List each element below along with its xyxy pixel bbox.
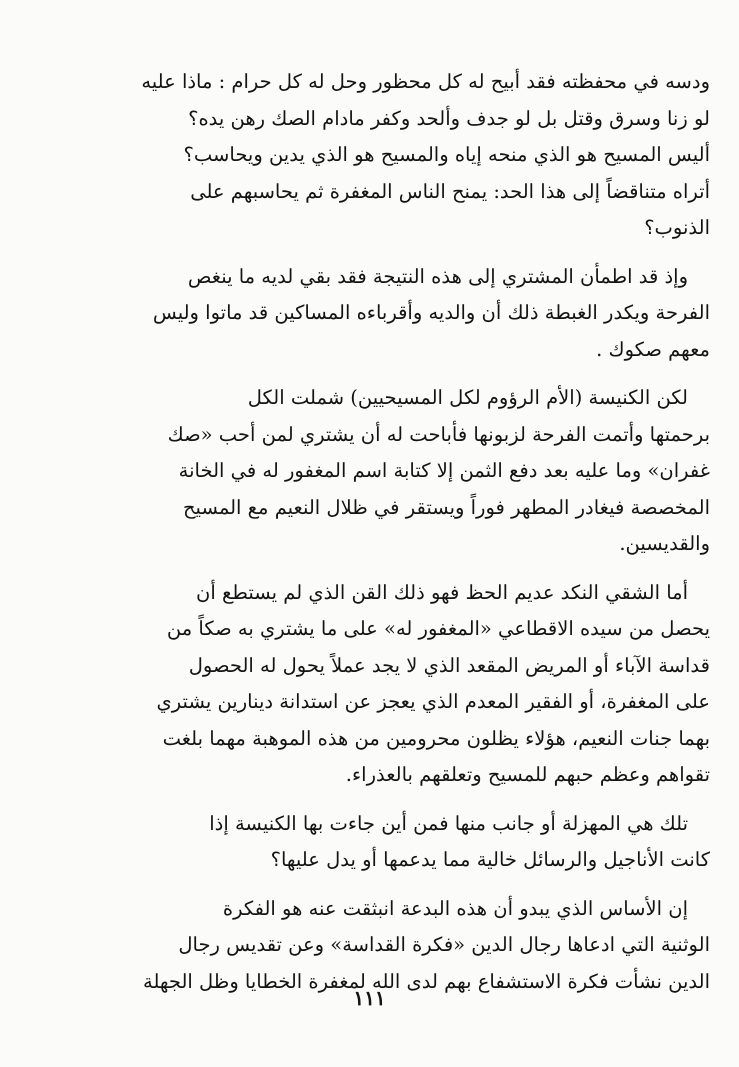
- text-line: الذنوب؟: [644, 216, 710, 239]
- text-line: والقديسين.: [619, 532, 710, 555]
- text-line: تلك هي المهزلة أو جانب منها فمن أين جاءت بها الكنيسة إذا: [209, 811, 688, 835]
- text-line: المخصصة فيغادر المطهر فوراً ويستقر في ظلال النعيم مع المسيح: [182, 495, 710, 519]
- text-line: الفرحة ويكدر الغبطة ذلك أن والديه وأقرباءه المساكين قد ماتوا وليس: [152, 301, 710, 324]
- text-line: الوثنية التي ادعاها رجال الدين «فكرة القداسة» وعن تقديس رجال: [178, 933, 710, 956]
- paragraph-1: [70, 64, 710, 247]
- text-line: كانت الأناجيل والرسائل خالية مما يدعمها أو يدل عليها؟: [270, 848, 710, 871]
- paragraph-2: [70, 259, 710, 369]
- text-line: على المغفرة، أو الفقير المعدم الذي يعجز عن استدانة دينارين يشتري: [156, 690, 710, 713]
- paragraph-6: [70, 891, 710, 1001]
- text-line: أتراه متناقضاً إلى هذا الحد: يمنح الناس المغفرة ثم يحاسبهم على: [190, 179, 710, 203]
- text-line: قداسة الآباء أو المريض المقعد الذي لا يجد عملاً يحول له الحصول: [188, 653, 710, 677]
- text-line: ودسه في محفظته فقد أبيح له كل محظور وحل له كل حرام : ماذا عليه: [141, 70, 710, 93]
- page-number: ١١١: [353, 986, 386, 1010]
- text-line: الدين نشأت فكرة الاستشفاع بهم لدى الله لمغفرة الخطايا وظل الجهلة: [142, 969, 710, 993]
- text-line: يحصل من سيده الاقطاعي «المغفور له» على ما يشتري به صكاً من: [166, 617, 710, 640]
- text-line: لكن الكنيسة (الأم الرؤوم لكل المسيحيين) شملت الكل: [247, 386, 688, 409]
- text-line: أما الشقي النكد عديم الحظ فهو ذلك القن الذي لم يستطع أن: [196, 580, 688, 604]
- text-line: معهم صكوك .: [596, 337, 710, 361]
- text-line: غفران» وما عليه بعد دفع الثمن إلا كتابة اسم المغفور له في الخانة: [178, 459, 710, 482]
- text-line: أليس المسيح هو الذي منحه إياه والمسيح هو الذي يدين ويحاسب؟: [183, 143, 710, 166]
- paragraph-5: [70, 806, 710, 879]
- text-line: بهما جنات النعيم، هؤلاء يظلون محرومين من هذه الموهبة مهما بلغت: [162, 726, 710, 750]
- text-line: وإذ قد اطمأن المشتري إلى هذه النتيجة فقد بقي لديه ما ينغص: [187, 264, 688, 288]
- text-line: برحمتها وأتمت الفرحة لزبونها فأباحت له أن يشتري لمن أحب «صك: [167, 422, 710, 446]
- body-text: [70, 64, 710, 1000]
- paragraph-3: [70, 380, 710, 563]
- text-line: إن الأساس الذي يبدو أن هذه البدعة انبثقت عنه هو الفكرة: [222, 896, 688, 920]
- text-line: لو زنا وسرق وقتل بل لو جدف وألحد وكفر مادام الصك رهن يده؟: [188, 106, 710, 130]
- paragraph-4: [70, 575, 710, 794]
- text-line: تقواهم وعظم حبهم للمسيح وتعلقهم بالعذراء.: [345, 763, 710, 786]
